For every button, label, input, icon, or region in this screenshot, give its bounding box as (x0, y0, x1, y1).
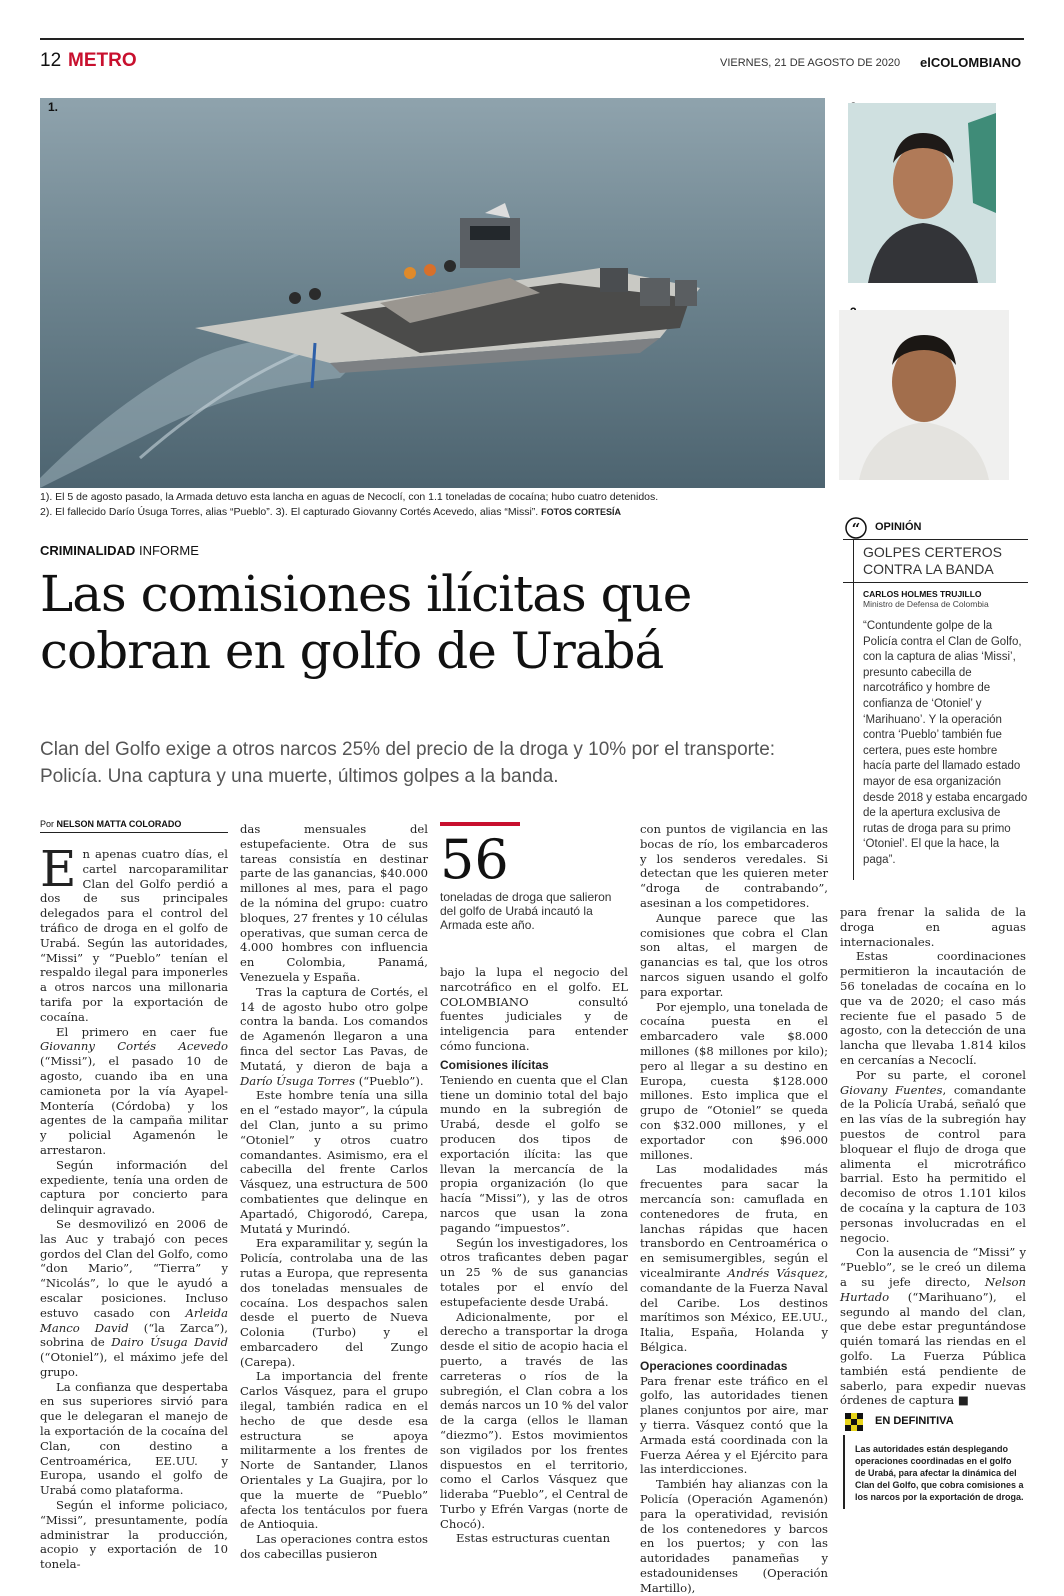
col4-paragraph-4b: , comandante de la Fuerza Naval del Caribe. Los destinos marítimos son México, EE.UU., Italia, España, Holanda y Bélgica. (640, 1265, 829, 1354)
col2-paragraph-2b: (“Pueblo”). (355, 1073, 424, 1088)
opinion-label: OPINIÓN (875, 521, 922, 533)
drop-cap: E (40, 840, 77, 898)
summary-box (843, 1413, 1028, 1509)
col4-paragraph-4a: Las modalidades más frecuentes para sacar la mercancía son: camuflada en contenedores de fruta, en lanchas rápidas que hacen transbordo en Centroamérica o en semisumergibles, según el vicealmirante (640, 1162, 828, 1280)
col1-paragraph-4b: (“la Zarca”), sobrina de (40, 1320, 228, 1350)
col1-paragraph-6: Según el informe policiaco, “Missi”, presuntamente, podía administrar la producción, acopio y exportación de 10 tonela- (40, 1498, 228, 1572)
portrait-pueblo (848, 103, 996, 283)
col2-paragraph-6: Las operaciones contra estos dos cabecillas pusieron (240, 1532, 428, 1562)
col4-paragraph-6: También hay alianzas con la Policía (Operación Agamenón) para la operatividad, revisión de los contenedores y barcos en los puertos; y con las autoridades panameñas y estadounidenses (Operación Martillo), (640, 1477, 828, 1595)
byline (40, 819, 228, 833)
caption-line-1: 1). El 5 de agosto pasado, la Armada detuvo esta lancha en aguas de Necoclí, con 1.1 toneladas de cocaína; hubo cuatro detenidos. (40, 491, 659, 503)
col3-paragraph-5: Estas estructuras cuentan (456, 1531, 611, 1546)
col2-paragraph-4: Era exparamilitar y, según la Policía, controlaba una de las rutas a Europa, que representa dos toneladas mensuales de cocaína. Los despachos salen desde el puerto de Nueva Colonia (Turbo) y el embarcadero del Zungo (Carepa). (240, 1236, 428, 1369)
col1-paragraph-5: La confianza que despertaba en sus superiores sirvió para que le delegaran el manejo de la exportación de la cocaína del Clan, con destino a Centroamérica, EE.UU. y Europa, usando el golfo de Urabá como plataforma. (40, 1379, 228, 1498)
kicker-type: INFORME (138, 543, 199, 558)
byline-prefix: Por (40, 819, 55, 829)
col4-paragraph-3: Por ejemplo, una tonelada de cocaína puesta en el embarcadero vale $8.000 millones ($8 millones por kilo); pero al llegar a su destino en Europa, cuesta $128.000 millones. Esto implica que el grupo de “Otoniel” se queda con $32.000 millones, y el exportador con $96.000 millones. (640, 999, 828, 1162)
col3-paragraph-2: Teniendo en cuenta que el Clan tiene un dominio total del bajo mundo en la subregión de Urabá, desde el golfo se producen dos tipos de exportación ilícita: las que llevan la mercancía de la propia organización (lo que hacía “Missi”), y las de otros narcos que usan la zona pagando “impuestos”. (440, 1072, 628, 1235)
col2-paragraph-3: Este hombre tenía una silla en el “estado mayor”, la cúpula del Clan, junto a su primo “Otoniel” y otros cuatro comandantes. Asimismo, era el cabecilla del frente Carlos Vásquez, una estructura de 500 combatientes que delinque en Apartadó, Chigorodó, Carepa, Mutatá y Murindó. (240, 1088, 428, 1236)
col5-paragraph-3a: Por su parte, el coronel (856, 1067, 1026, 1082)
opinion-author-role: Ministro de Defensa de Colombia (863, 599, 989, 609)
col1-paragraph-4a: Se desmovilizó en 2006 de las Auc y trabajó con peces gordos del Clan del Golfo, como “don Mario”, “Tierra” y “Nicolás”, lo que le ayudó a escalar posiciones. Incluso estuvo casado con (40, 1216, 229, 1320)
col4-paragraph-5: Para frenar este tráfico en el golfo, las autoridades tienen planes conjuntos por aire, mar y tierra. Vásquez contó que la Armada está coordinada con la Fuerza Aérea y el Ejército para las interdicciones. (640, 1373, 828, 1477)
article-column-3 (440, 965, 628, 1546)
col5-paragraph-4b: (“Marihuano”), el segundo al mando del clan, que debe estar preguntándose quién tomará las riendas en el golfo. La Fuerza Pública también está pendiente de saberlo, para expedir nuevas órdenes de captura ■ (840, 1289, 1026, 1408)
byline-author: NELSON MATTA COLORADO (56, 819, 182, 829)
col3-paragraph-3: Según los investigadores, los otros traficantes deben pagar un 25 % de sus ganancias totales por el envío del estupefaciente desde Urabá. (440, 1235, 628, 1309)
boat-illustration (40, 98, 825, 488)
boat-photo (40, 98, 825, 488)
col3-paragraph-4: Adicionalmente, por el derecho a transportar la droga desde el sitio de acopio hacia el puerto, a través de las carreteras o ríos de la subregión, el Clan cobra a los demás narcos un 10 % del valor de la carga (ellos le llaman “diezmo”). Estos movimientos son vigilados por los frentes dispuestos en el territorio, como el Carlos Vásquez que lideraba “Pueblo”, el Central de Turbo y Efrén Vargas (norte de Chocó). (440, 1309, 628, 1531)
col2-paragraph-2a: Tras la captura de Cortés, el 14 de agosto hubo otro golpe contra la banda. Los comandos de Agamenón llegaron a una finca del sector Las Pavas, de Mutatá, y dieron de baja a (240, 984, 428, 1073)
kicker-category: CRIMINALIDAD (40, 543, 136, 558)
col1-name-otoniel: Dairo Úsuga David (111, 1335, 229, 1350)
col1-paragraph-1: n apenas cuatro días, el cartel narcoparamilitar Clan del Golfo perdió a dos de sus principales delegados para el control del tráfico de droga en el golfo de Urabá. Según las autoridades, “Missi” y “Pueblo” tenían el respaldo ilegal para imponerles a otros narcos una millonaria tarifa por la exportación de cocaína. (40, 847, 228, 1024)
section-name: METRO (68, 50, 137, 71)
headline-line-1: Las comisiones ilícitas que (40, 565, 692, 623)
col5-paragraph-1: para frenar la salida de la droga en aguas internacionales. (840, 905, 1026, 949)
subheading-operaciones: Operaciones coordinadas (640, 1358, 788, 1373)
key-figure (440, 822, 630, 932)
summary-icon (845, 1413, 865, 1431)
summary-text: Las autoridades están desplegando operaciones coordinadas en el golfo de Urabá, para afectar la dinámica del Clan del Golfo, que cobra comisiones a los narcos por la exportación de droga. (843, 1435, 1028, 1509)
col5-paragraph-3b: , comandante de la Policía Urabá, señaló que en las vías de la subregión hay puestos de control para bloquear el flujo de droga que alimenta el microtráfico barrial. Esto ha permitido el decomiso de otros 1.101 kilos de cocaína y la captura de 103 personas involucradas en el negocio. (840, 1082, 1026, 1245)
col1-name-missi: Giovanny Cortés Acevedo (40, 1039, 228, 1054)
col5-paragraph-2: Estas coordinaciones permitieron la incautación de 56 toneladas de cocaína en lo que va de 2020; el caso más reciente fue el pasado 5 de agosto, con la detección de una lancha que llevaba 1.814 kilos en cercanías a Necoclí. (840, 949, 1026, 1067)
key-figure-value: 56 (440, 828, 509, 891)
col1-paragraph-2b: (“Missi”), el pasado 10 de agosto, cuando iba en una camioneta por la vía Ayapel-Montería (Córdoba) y los agentes de la campaña militar y policial Agamenón le arrestaron. (40, 1054, 228, 1157)
opinion-quote: “Contundente golpe de la Policía contra el Clan de Golfo, con la captura de alias ‘Missi’, presunto cabecilla de narcotráfico y hombre de confianza de ‘Otoniel’ y ‘Marihuano’. Y la operación contra ‘Pueblo’ también fue certera, pues este hombre hacía parte del llamado estado mayor de esa organización desde 2018 y estaba encargado de la apertura exclusiva de rutas de droga para su primo ‘Otoniel’. El que la hace, la paga”. (863, 620, 1028, 866)
col5-paragraph-4a: Con la ausencia de “Missi” y “Pueblo”, se le creó un dilema a su jefe directo, (840, 1245, 1026, 1289)
col4-paragraph-2: Aunque parece que las comisiones que cobra el Clan son altas, el margen de ganancias es tal, que los otros narcos siguen usando el golfo para exportar. (640, 910, 828, 999)
photo-1-label: 1. (48, 100, 59, 114)
col5-name-hurtado: Nelson Hurtado (840, 1274, 1026, 1304)
key-figure-text: toneladas de droga que salieron del golfo de Urabá incautó la Armada este año. (440, 890, 612, 932)
col4-paragraph-1: con puntos de vigilancia en las bocas de río, los embarcaderos y los senderos veredales. Si detectan que les quieren meter “droga de contrabando”, asesinan a los competidores. (640, 822, 828, 910)
col2-name-pueblo: Darío Úsuga Torres (240, 1073, 356, 1088)
portrait-pueblo-image (848, 103, 996, 283)
photo-credit: FOTOS CORTESÍA (541, 507, 621, 517)
portrait-missi (839, 310, 1009, 480)
col2-paragraph-5: La importancia del frente Carlos Vásquez, para el grupo ilegal, también radica en el hecho de que desde esa estructura se apoya militarmente a los frentes de Norte de Santander, Llanos Orientales y La Guajira, por lo que la muerte de “Pueblo” afecta los tentáculos por fuera de Antioquia. (240, 1369, 428, 1532)
key-figure-accent (440, 822, 520, 826)
issue-date: VIERNES, 21 DE AGOSTO DE 2020 (720, 57, 901, 69)
article-kicker (40, 543, 199, 558)
article-column-4 (640, 822, 828, 1596)
col5-name-fuentes: Giovany Fuentes (840, 1082, 943, 1097)
article-column-1 (40, 840, 229, 1572)
col1-name-zarca: Arleida Manco David (40, 1305, 228, 1335)
newspaper-brand: elCOLOMBIANO (920, 55, 1022, 70)
svg-text:“: “ (851, 520, 861, 538)
opinion-author: CARLOS HOLMES TRUJILLO (863, 589, 982, 599)
subheading-comisiones: Comisiones ilícitas (440, 1057, 549, 1072)
opinion-title: GOLPES CERTEROS CONTRA LA BANDA (843, 539, 1028, 583)
photo-caption (40, 490, 830, 520)
caption-line-2: 2). El fallecido Darío Úsuga Torres, alias “Pueblo”. 3). El capturado Giovanny Cortés Acevedo, alias “Missi”. (40, 506, 539, 518)
article-headline (40, 566, 830, 680)
col4-name-vasquez: Andrés Vásquez (727, 1265, 825, 1280)
header-rule (40, 38, 1024, 40)
article-subhead: Clan del Golfo exige a otros narcos 25% del precio de la droga y 10% por el transporte: Policía. Una captura y una muerte, últimos golpes a la banda. (40, 739, 776, 787)
article-column-5 (840, 905, 1026, 1408)
opinion-box (843, 515, 1028, 869)
col1-paragraph-3: Según información del expediente, tenía una orden de captura por concierto para delinquir agravado. (40, 1157, 228, 1217)
col1-paragraph-4c: (“Otoniel”), el máximo jefe del grupo. (40, 1350, 228, 1379)
headline-line-2: cobran en golfo de Urabá (40, 622, 664, 680)
article-column-2 (240, 822, 428, 1562)
page-number: 12 (40, 50, 62, 71)
summary-label: EN DEFINITIVA (875, 1415, 954, 1427)
col1-paragraph-2a: El primero en caer fue (56, 1024, 228, 1039)
quote-icon (845, 517, 867, 539)
col3-paragraph-1: bajo la lupa el negocio del narcotráfico en el golfo. EL COLOMBIANO consultó fuentes judiciales y de inteligencia para entender cómo funciona. (440, 965, 628, 1053)
col2-paragraph-1: das mensuales del estupefaciente. Otra de sus tareas consistía en destinar parte de las ganancias, $40.000 millones al mes, para el pago de la nómina del grupo: cuatro bloques, 27 frentes y 10 células operativas, que suman cerca de 4.000 hombres con influencia en Colombia, Panamá, Venezuela y España. (240, 822, 428, 984)
portrait-missi-image (839, 310, 1009, 480)
